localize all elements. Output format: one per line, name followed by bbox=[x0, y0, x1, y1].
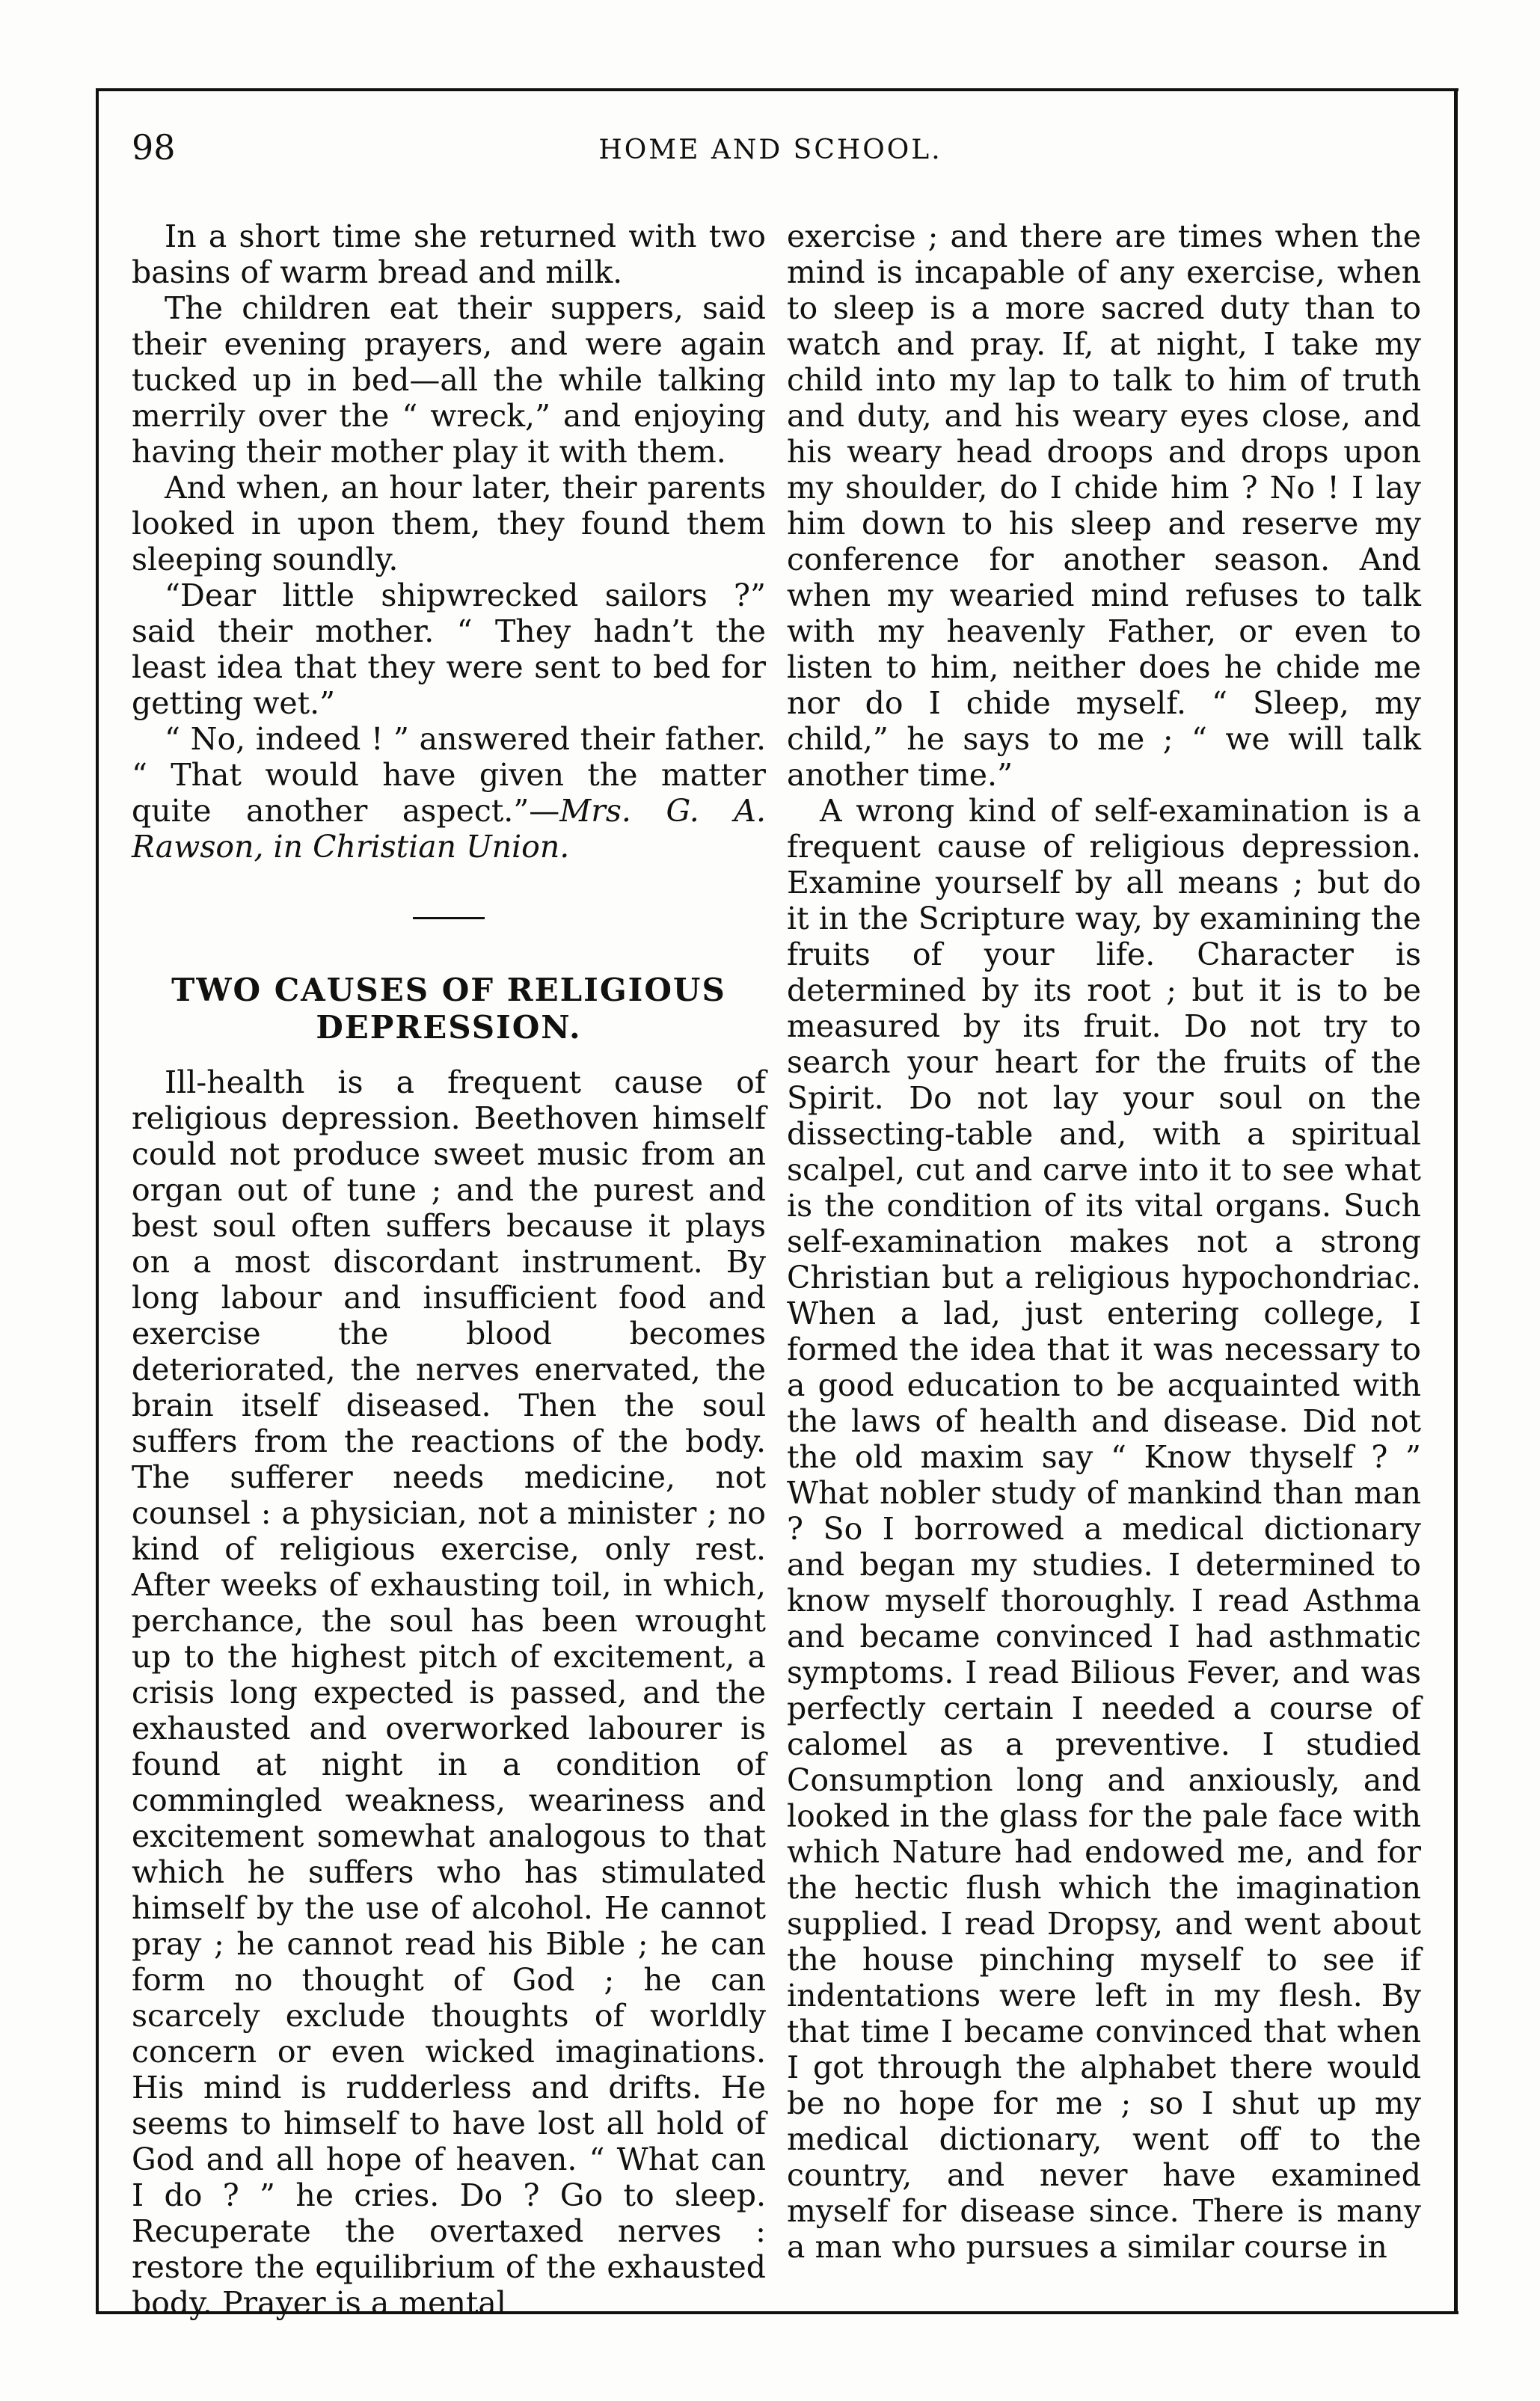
article-heading-line: DEPRESSION. bbox=[316, 1009, 582, 1046]
right-column bbox=[787, 218, 1421, 2265]
right-border-rule bbox=[1454, 88, 1458, 2313]
left-border-rule bbox=[96, 88, 99, 2313]
story-credit: Mrs. G. A. Rawson, in Christian Union. bbox=[132, 793, 766, 865]
left-column bbox=[132, 218, 766, 2321]
running-head: HOME AND SCHOOL. bbox=[598, 135, 942, 165]
story-paragraph-final bbox=[132, 721, 766, 865]
story-paragraph: And when, an hour later, their parents looked in upon them, they found them sleeping soundly. bbox=[132, 470, 766, 577]
article-heading bbox=[132, 972, 766, 1046]
story-paragraph-text: “ No, indeed ! ” answered their father. “ That would have given the matter quite another aspect.”— bbox=[132, 721, 766, 829]
article-paragraph: exercise ; and there are times when the mind is incapable of any exercise, when to sleep is a more sacred duty than to watch and pray. If, at night, I take my child into my lap to talk to him of truth and duty, and his weary eyes close, and his weary head droops and drops upon my shoulder, do I chide him ? No ! I lay him down to his sleep and reserve my conference for another season. And when my wearied mind refuses to talk with my heavenly Father, or even to listen to him, neither does he chide me nor do I chide myself. “ Sleep, my child,” he says to me ; “ we will talk another time.” bbox=[787, 218, 1421, 793]
section-separator bbox=[413, 917, 485, 919]
article-heading-line: TWO CAUSES OF RELIGIOUS bbox=[171, 972, 726, 1008]
story-paragraph: “Dear little shipwrecked sailors ?” said their mother. “ They hadn’t the least idea that they were sent to bed for getting wet.” bbox=[132, 577, 766, 721]
top-border-rule bbox=[96, 88, 1458, 91]
story-paragraph: In a short time she returned with two basins of warm bread and milk. bbox=[132, 218, 766, 290]
page-number: 98 bbox=[132, 127, 176, 168]
story-paragraph: The children eat their suppers, said their evening prayers, and were again tucked up in bed—all the while talking merrily over the “ wreck,” and enjoying having their mother play it with them. bbox=[132, 290, 766, 470]
article-paragraph: Ill-health is a frequent cause of religious depression. Beethoven himself could not produce sweet music from an organ out of tune ; and the purest and best soul often suffers because it plays on a most discordant instrument. By long labour and insufficient food and exercise the blood becomes deteriorated, the nerves enervated, the brain itself diseased. Then the soul suffers from the reactions of the body. The sufferer needs medicine, not counsel : a physician, not a minister ; no kind of religious exercise, only rest. After weeks of exhausting toil, in which, perchance, the soul has been wrought up to the highest pitch of excitement, a crisis long expected is passed, and the exhausted and overworked labourer is found at night in a condition of commingled weakness, weariness and excitement somewhat analogous to that which he suffers who has stimulated himself by the use of alcohol. He cannot pray ; he cannot read his Bible ; he can form no thought of God ; he can scarcely exclude thoughts of worldly concern or even wicked imaginations. His mind is rudderless and drifts. He seems to himself to have lost all hold of God and all hope of heaven. “ What can I do ? ” he cries. Do ? Go to sleep. Recuperate the overtaxed nerves : restore the equilibrium of the exhausted body. Prayer is a mental bbox=[132, 1064, 766, 2321]
article-paragraph: A wrong kind of self-examination is a frequent cause of religious depression. Examine yourself by all means ; but do it in the Scripture way, by examining the fruits of your life. Character is determined by its root ; but it is to be measured by its fruit. Do not try to search your heart for the fruits of the Spirit. Do not lay your soul on the dissecting-table and, with a spiritual scalpel, cut and carve into it to see what is the condition of its vital organs. Such self-examination makes not a strong Christian but a religious hypochondriac. When a lad, just entering college, I formed the idea that it was necessary to a good education to be acquainted with the laws of health and disease. Did not the old maxim say “ Know thyself ? ” What nobler study of mankind than man ? So I borrowed a medical dictionary and began my studies. I determined to know myself thoroughly. I read Asthma and became convinced I had asthmatic symptoms. I read Bilious Fever, and was perfectly certain I needed a course of calomel as a preventive. I studied Consumption long and anxiously, and looked in the glass for the pale face with which Nature had endowed me, and for the hectic flush which the imagination supplied. I read Dropsy, and went about the house pinching myself to see if indentations were left in my flesh. By that time I became convinced that when I got through the alphabet there would be no hope for me ; so I shut up my medical dictionary, went off to the country, and never have examined myself for disease since. There is many a man who pursues a similar course in bbox=[787, 793, 1421, 2265]
